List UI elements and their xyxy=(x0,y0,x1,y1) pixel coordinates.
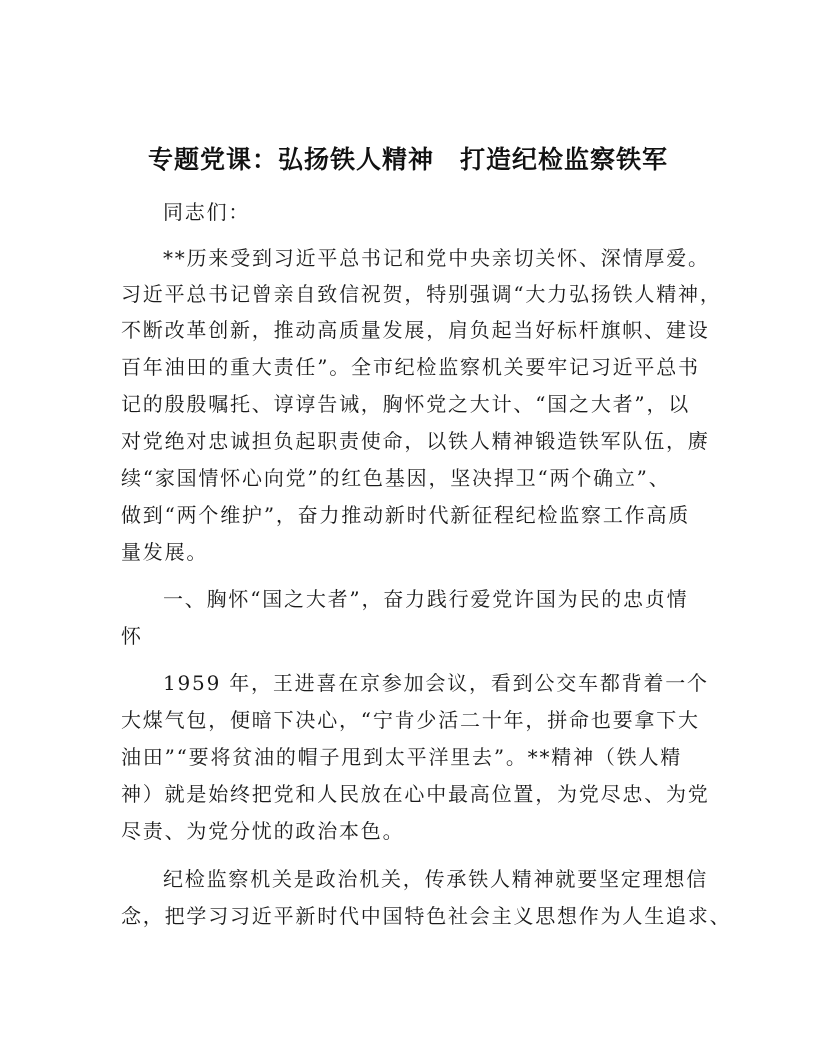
paragraph-line: **历来受到习近平总书记和党中央亲切关怀、深情厚爱。 xyxy=(163,246,710,270)
section-heading-line: 一、胸怀“国之大者”，奋力践行爱党许国为民的忠贞情 xyxy=(163,587,689,611)
document-title: 专题党课：弘扬铁人精神 打造纪检监察铁军 xyxy=(147,145,668,174)
section-heading-line: 怀 xyxy=(121,624,143,648)
paragraph-line: 大煤气包，便暗下决心，“宁肯少活二十年，拼命也要拿下大 xyxy=(121,708,700,732)
paragraph-line: 习近平总书记曾亲自致信祝贺，特别强调“大力弘扬铁人精神， xyxy=(121,282,722,306)
paragraph-line: 百年油田的重大责任”。全市纪检监察机关要牢记习近平总书 xyxy=(121,355,700,379)
paragraph-line: 神）就是始终把党和人民放在心中最高位置，为党尽忠、为党 xyxy=(121,782,710,806)
paragraph-line: 油田”“要将贫油的帽子甩到太平洋里去”。**精神（铁人精 xyxy=(121,745,683,769)
paragraph-line: 不断改革创新，推动高质量发展，肩负起当好标杆旗帜、建设 xyxy=(121,318,710,342)
salutation: 同志们： xyxy=(163,200,251,224)
paragraph-line: 念，把学习习近平新时代中国特色社会主义思想作为人生追求、 xyxy=(121,904,732,928)
paragraph-line: 量发展。 xyxy=(121,540,209,564)
paragraph-line: 尽责、为党分忧的政治本色。 xyxy=(121,819,405,843)
paragraph-line: 做到“两个维护”，奋力推动新时代新征程纪检监察工作高质 xyxy=(121,503,691,527)
paragraph-line: 1959 年，王进喜在京参加会议，看到公交车都背着一个 xyxy=(163,671,709,695)
paragraph-line: 续“家国情怀心向党”的红色基因，坚决捍卫“两个确立”、 xyxy=(121,466,671,490)
paragraph-line: 记的殷殷嘱托、谆谆告诫，胸怀党之大计、“国之大者”，以 xyxy=(121,392,691,416)
paragraph-line: 对党绝对忠诚担负起职责使命，以铁人精神锻造铁军队伍，赓 xyxy=(121,429,710,453)
paragraph-line: 纪检监察机关是政治机关，传承铁人精神就要坚定理想信 xyxy=(163,867,708,891)
